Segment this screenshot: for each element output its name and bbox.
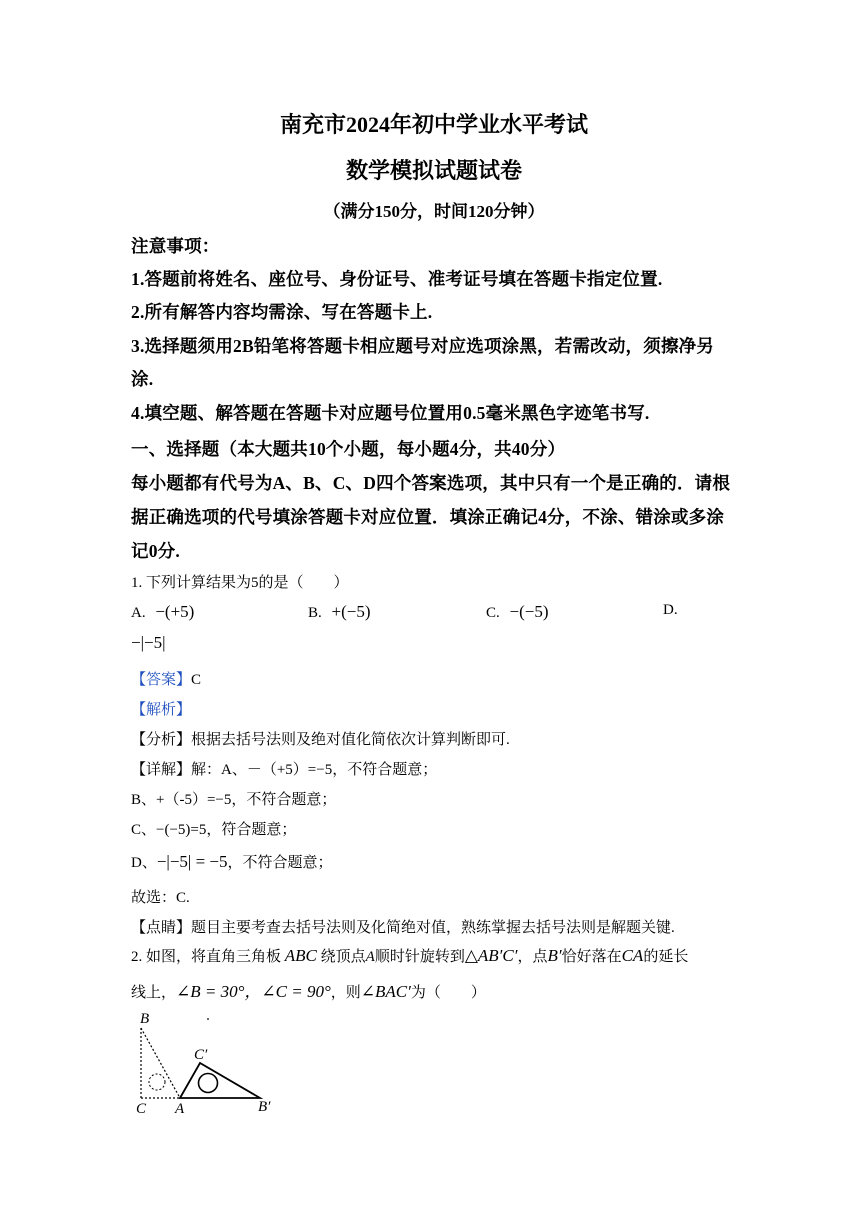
q2-figure bbox=[128, 1005, 288, 1125]
q1-fenxi: 根据去括号法则及绝对值化简依次计算判断即可. bbox=[191, 732, 510, 748]
notice-item-1: 1.答题前将姓名、座位号、身份证号、准考证号填在答题卡指定位置. bbox=[131, 269, 663, 289]
q2-label-a: A bbox=[175, 1101, 185, 1117]
q2-line1-b: 绕顶点 bbox=[320, 949, 366, 965]
q2-line1-abc: ABC bbox=[284, 946, 317, 965]
q1-answer-line bbox=[131, 668, 201, 689]
q1-answer: C bbox=[191, 672, 202, 688]
q2-hole-original bbox=[149, 1074, 165, 1090]
q1-option-a-expr: −(+5) bbox=[155, 602, 195, 621]
exam-subtitle: 数学模拟试题试卷 bbox=[345, 158, 522, 183]
q2-line1-a: 2. 如图，将直角三角板 bbox=[131, 949, 282, 965]
q1-option-b bbox=[308, 602, 371, 622]
q2-line1-tri: △AB′C′ bbox=[464, 946, 518, 965]
q1-xiangjie-line bbox=[131, 758, 437, 779]
q2-line1-c: 顺时针旋转到 bbox=[374, 949, 465, 965]
q1-option-c-label: C. bbox=[486, 605, 500, 621]
q2-line2-a: 线上， bbox=[131, 985, 177, 1001]
q1-analysis-tag: 【解析】 bbox=[131, 702, 192, 718]
q1-dianjing-tag: 【点睛】 bbox=[131, 920, 192, 936]
q1-option-d-label: D. bbox=[663, 602, 678, 618]
q1-dianjing-line bbox=[131, 916, 675, 937]
notice-item-3: 3.选择题须用2B铅笔将答题卡相应题号对应选项涂黑，若需改动，须擦净另 bbox=[131, 336, 715, 356]
q2-line1-ca: CA bbox=[621, 946, 644, 965]
q2-line2-c: 为（ ） bbox=[410, 985, 486, 1001]
q2-line1-e: 恰好落在 bbox=[561, 949, 622, 965]
section1-desc-3: 记0分. bbox=[131, 541, 180, 561]
section1-heading: 一、选择题（本大题共10个小题，每小题4分，共40分） bbox=[131, 439, 566, 459]
q1-option-a bbox=[131, 602, 194, 622]
section1-desc-2: 据正确选项的代号填涂答题卡对应位置．填涂正确记4分，不涂、错涂或多涂 bbox=[131, 507, 725, 527]
q1-xiangjie-4 bbox=[131, 851, 333, 872]
exam-title: 南充市2024年初中学业水平考试 bbox=[279, 112, 588, 137]
q2-line-2 bbox=[131, 977, 486, 1002]
q1-line-d-prefix: D、 bbox=[131, 855, 157, 871]
q2-label-cp: C′ bbox=[194, 1047, 208, 1063]
q2-hole-rotated bbox=[199, 1074, 218, 1093]
q2-line1-f: 的延长 bbox=[643, 949, 689, 965]
q1-analysis-line bbox=[131, 698, 191, 719]
q2-edge-ab bbox=[141, 1028, 180, 1098]
notice-item-3-cont: 涂. bbox=[131, 369, 154, 389]
section1-desc-1: 每小题都有代号为A、B、C、D四个答案选项，其中只有一个是正确的．请根 bbox=[131, 473, 731, 493]
q1-option-b-expr: +(−5) bbox=[331, 602, 371, 621]
q1-option-d-expr: −|−5| bbox=[131, 633, 166, 652]
q1-choose: 故选：C. bbox=[131, 890, 190, 906]
q1-xiangjie-2: B、+（-5）=−5，不符合题意； bbox=[131, 792, 337, 808]
q2-line-1 bbox=[131, 945, 688, 966]
score-info: （满分150分，时间120分钟） bbox=[323, 202, 545, 221]
q1-option-b-label: B. bbox=[308, 605, 322, 621]
q2-label-bp: B′ bbox=[258, 1099, 271, 1115]
q2-dot bbox=[207, 1018, 209, 1020]
q1-answer-tag: 【答案】 bbox=[131, 672, 192, 688]
q1-line-d-suffix: ，不符合题意； bbox=[227, 855, 333, 871]
q1-xiangjie-1: 解：A、－（+5）=−5，不符合题意； bbox=[191, 762, 438, 778]
q1-dianjing: 题目主要考查去括号法则及化简绝对值，熟练掌握去括号法则是解题关键. bbox=[191, 920, 675, 936]
q1-line-d-expr: −|−5| = −5 bbox=[156, 852, 228, 871]
q1-fenxi-line bbox=[131, 728, 510, 749]
q1-xiangjie-tag: 【详解】 bbox=[131, 762, 192, 778]
q2-label-b: B bbox=[140, 1011, 150, 1027]
q2-line2-angles: ∠B = 30°，∠C = 90° bbox=[176, 982, 331, 1001]
q2-line2-angle-bac: ∠BAC′ bbox=[360, 982, 411, 1001]
q1-stem: 1. 下列计算结果为5的是（ ） bbox=[131, 575, 349, 591]
q2-line1-d: ，点 bbox=[517, 949, 548, 965]
q1-option-c bbox=[486, 602, 549, 622]
q1-xiangjie-3: C、−(−5)=5，符合题意； bbox=[131, 822, 297, 838]
notice-item-4: 4.填空题、解答题在答题卡对应题号位置用0.5毫米黑色字迹笔书写. bbox=[131, 403, 650, 423]
notice-heading: 注意事项： bbox=[131, 236, 220, 256]
q2-label-c: C bbox=[136, 1101, 147, 1117]
q1-option-c-expr: −(−5) bbox=[509, 602, 549, 621]
q2-line1-a-pt: A bbox=[365, 949, 375, 965]
notice-item-2: 2.所有解答内容均需涂、写在答题卡上. bbox=[131, 302, 433, 322]
q2-rotated-triangle bbox=[180, 1063, 260, 1098]
q2-line1-bp: B′ bbox=[547, 946, 562, 965]
q1-option-a-label: A. bbox=[131, 605, 146, 621]
q2-line2-b: ，则 bbox=[330, 985, 361, 1001]
q1-fenxi-tag: 【分析】 bbox=[131, 732, 192, 748]
